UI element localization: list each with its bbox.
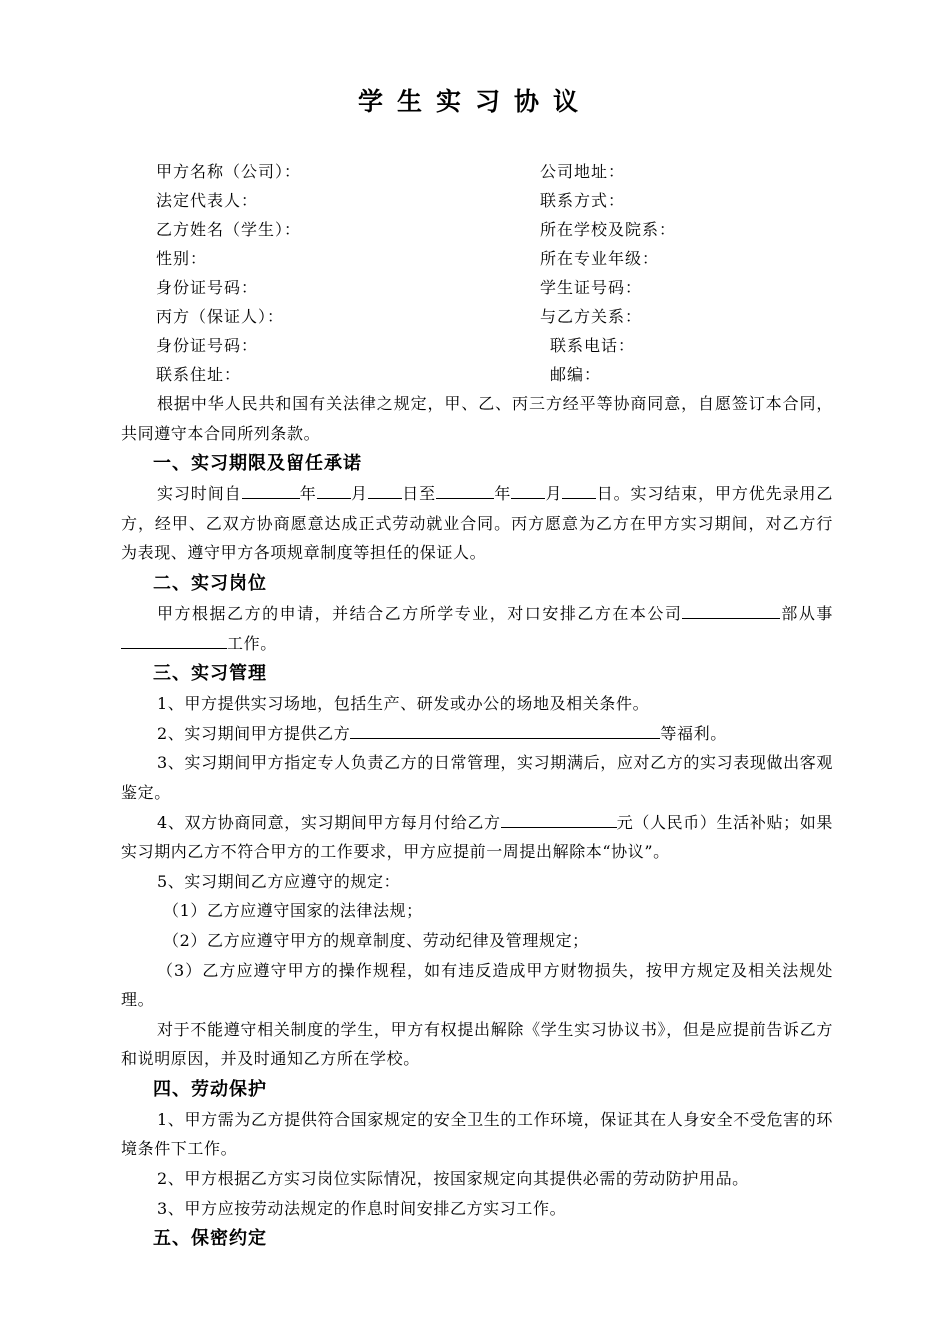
- intro-paragraph: 根据中华人民共和国有关法律之规定，甲、乙、丙三方经平等协商同意，自愿签订本合同，共同遵守本合同所列条款。: [121, 394, 833, 443]
- contact-method-label: 联系方式：: [540, 191, 626, 210]
- school-dept-label: 所在学校及院系：: [540, 220, 677, 239]
- end-year-blank: [436, 480, 494, 499]
- info-row: [156, 302, 856, 331]
- text-span: 2、实习期间甲方提供乙方: [157, 723, 351, 743]
- rule-item: （1）乙方应遵守国家的法律法规；: [163, 901, 423, 921]
- party-c-label: 丙方（保证人）：: [156, 307, 285, 326]
- info-row: [156, 215, 856, 244]
- agreement-body: [121, 389, 833, 1254]
- info-row: [156, 331, 856, 360]
- text-span: 元（人民币）生活补贴；如果实习期内乙方不符合甲方的工作要求，甲方应提前一周提出解除本“协议”。: [121, 812, 833, 862]
- info-row: [156, 273, 856, 302]
- info-row: [156, 360, 856, 389]
- guarantor-id-label: 身份证号码：: [156, 336, 259, 355]
- text-span: 月: [350, 484, 368, 504]
- management-item: [121, 719, 833, 749]
- party-info: [156, 157, 856, 389]
- management-item: 5、实习期间乙方应遵守的规定：: [157, 871, 401, 891]
- section-heading: 五、保密约定: [153, 1228, 267, 1250]
- start-day-blank: [368, 480, 402, 499]
- student-id-label: 学生证号码：: [540, 278, 643, 297]
- protection-item: 1、甲方需为乙方提供符合国家规定的安全卫生的工作环境，保证其在人身安全不受危害的环境条件下工作。: [121, 1109, 833, 1159]
- section-heading: 四、劳动保护: [153, 1078, 267, 1100]
- major-grade-label: 所在专业年级：: [540, 249, 660, 268]
- benefits-blank: [350, 720, 660, 739]
- text-span: 日至: [401, 484, 437, 504]
- management-item: 3、实习期间甲方指定专人负责乙方的日常管理，实习期满后，应对乙方的实习表现做出客观鉴定。: [121, 753, 833, 802]
- id-number-label: 身份证号码：: [156, 278, 259, 297]
- management-item: 1、甲方提供实习场地，包括生产、研发或办公的场地及相关条件。: [157, 694, 650, 714]
- end-day-blank: [562, 480, 596, 499]
- section-heading: 三、实习管理: [153, 663, 267, 685]
- party-a-name-label: 甲方名称（公司）：: [156, 162, 302, 181]
- text-span: 年: [299, 484, 317, 504]
- document-title: 学生实习协议: [357, 87, 592, 116]
- address-label: 联系住址：: [156, 365, 242, 384]
- info-row: [156, 244, 856, 273]
- gender-label: 性别：: [156, 249, 208, 268]
- position-paragraph: [121, 599, 833, 658]
- protection-item: 2、甲方根据乙方实习岗位实际情况，按国家规定向其提供必需的劳动防护用品。: [157, 1169, 749, 1189]
- start-month-blank: [317, 480, 351, 499]
- text-span: 实习时间自: [157, 484, 242, 504]
- text-span: 日。实习结束，甲方优先录用乙方，经甲、乙双方协商愿意达成正式劳动就业合同。丙方愿意为乙方在甲方实习期间，对乙方行为表现、遵守甲方各项规章制度等担任的保证人。: [121, 484, 833, 563]
- text-span: 月: [545, 484, 563, 504]
- phone-label: 联系电话：: [550, 336, 636, 355]
- company-address-label: 公司地址：: [540, 162, 626, 181]
- job-blank: [121, 630, 227, 649]
- text-span: 4、双方协商同意，实习期间甲方每月付给乙方: [157, 812, 501, 832]
- text-span: 部从事: [780, 603, 833, 623]
- start-year-blank: [242, 480, 300, 499]
- text-span: 工作。: [227, 633, 277, 653]
- end-month-blank: [511, 480, 545, 499]
- protection-item: 3、甲方应按劳动法规定的作息时间安排乙方实习工作。: [157, 1198, 567, 1218]
- text-span: 甲方根据乙方的申请，并结合乙方所学专业，对口安排乙方在本公司: [157, 603, 683, 623]
- legal-rep-label: 法定代表人：: [156, 191, 259, 210]
- internship-period-paragraph: [121, 479, 833, 568]
- section-heading: 二、实习岗位: [153, 572, 267, 594]
- text-span: 等福利。: [660, 723, 727, 743]
- termination-note: 对于不能遵守相关制度的学生，甲方有权提出解除《学生实习协议书》，但是应提前告诉乙方和说明原因，并及时通知乙方所在学校。: [121, 1019, 833, 1069]
- text-span: 年: [494, 484, 512, 504]
- rule-item: （2）乙方应遵守甲方的规章制度、劳动纪律及管理规定；: [163, 930, 589, 950]
- postcode-label: 邮编：: [550, 365, 602, 384]
- info-row: [156, 157, 856, 186]
- relation-label: 与乙方关系：: [540, 307, 643, 326]
- party-b-name-label: 乙方姓名（学生）：: [156, 220, 302, 239]
- section-heading: 一、实习期限及留任承诺: [153, 453, 362, 475]
- rule-item: （3）乙方应遵守甲方的操作规程，如有违反造成甲方财物损失，按甲方规定及相关法规处理。: [121, 960, 833, 1010]
- info-row: [156, 186, 856, 215]
- management-item: [121, 808, 833, 867]
- allowance-blank: [501, 809, 617, 828]
- department-blank: [682, 600, 780, 619]
